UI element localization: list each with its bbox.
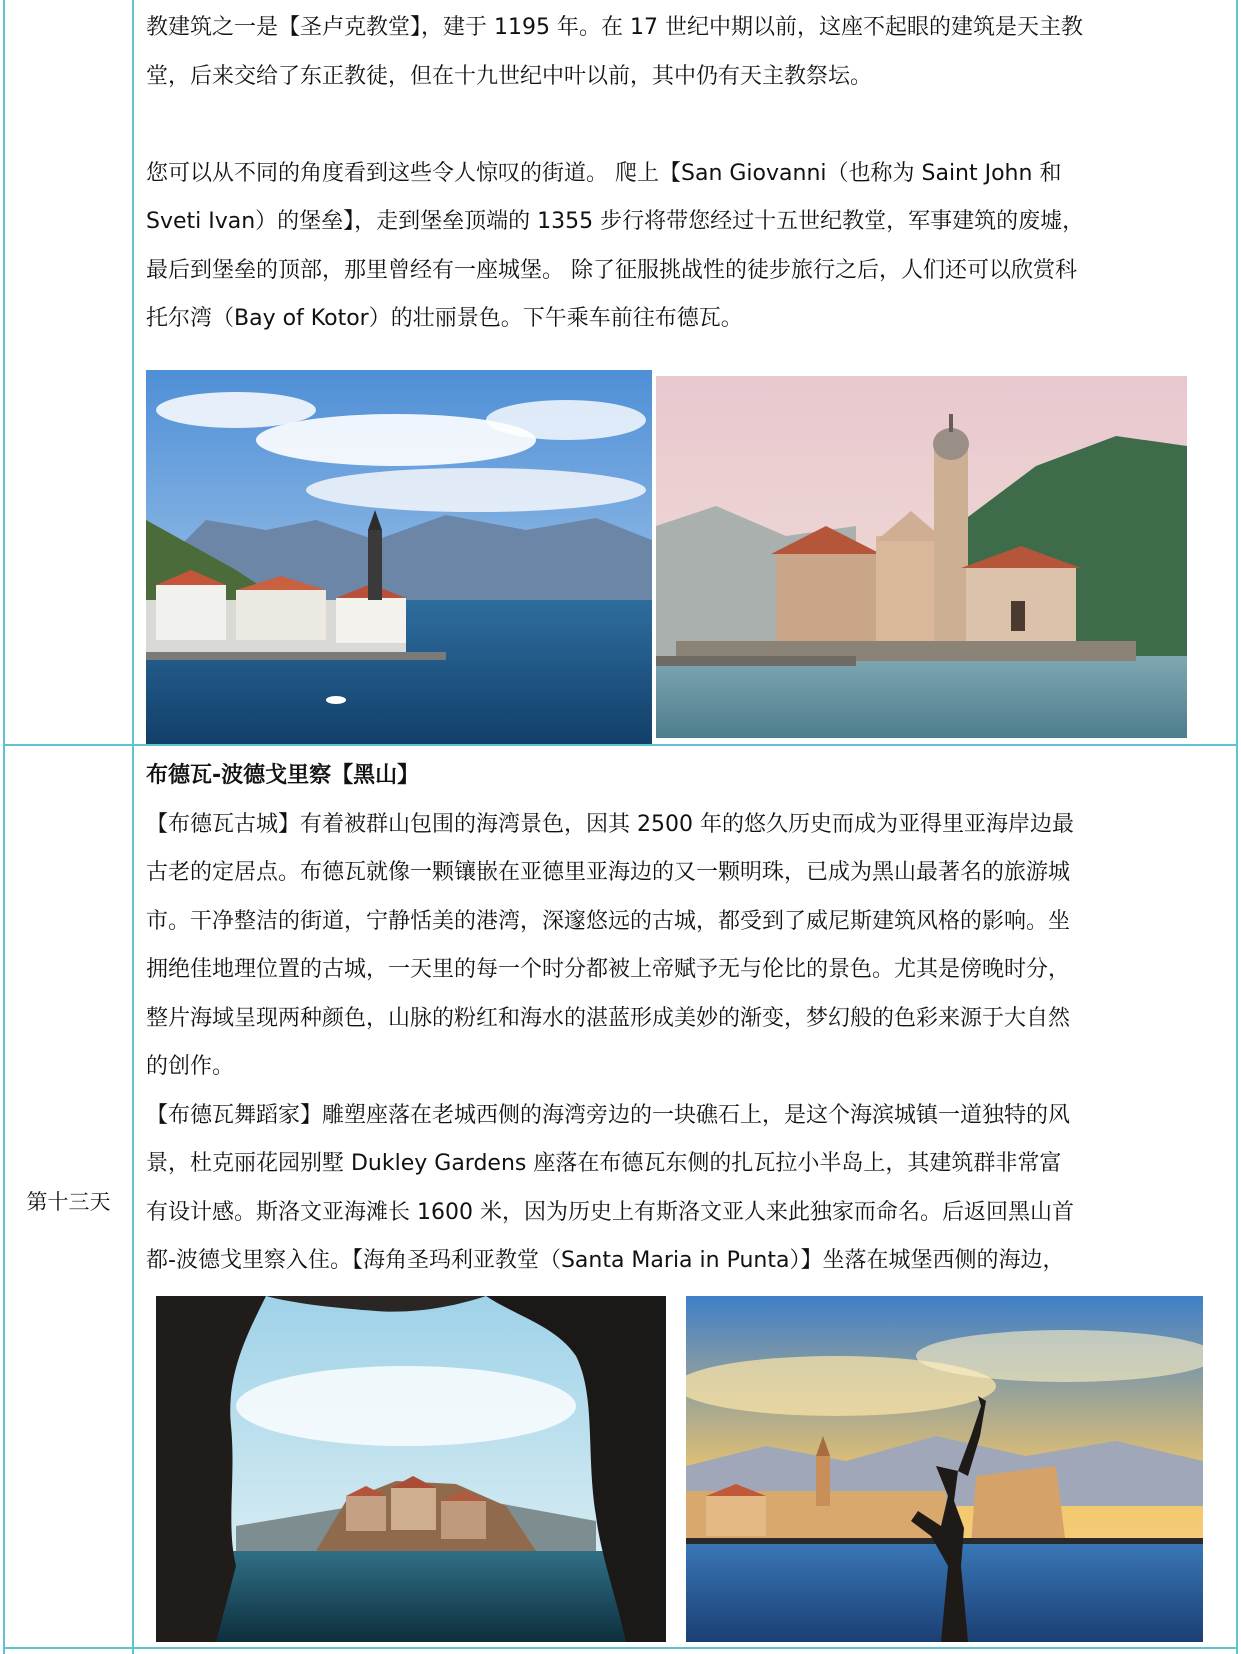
row2-line: 【布德瓦舞蹈家】雕塑座落在老城西侧的海湾旁边的一块礁石上，是这个海滨城镇一道独特的风 xyxy=(146,1102,1071,1128)
row2-line: 景，杜克丽花园别墅 Dukley Gardens 座落在布德瓦东侧的扎瓦拉小半岛上，其建筑群非常富 xyxy=(146,1151,1062,1176)
sveti-stefan-cave-photo xyxy=(156,1296,666,1642)
row2-line: 整片海域呈现两种颜色，山脉的粉红和海水的湛蓝形成美妙的渐变，梦幻般的色彩来源于大自然 xyxy=(146,1005,1071,1031)
row1-line: 教建筑之一是【圣卢克教堂】，建于 1195 年。在 17 世纪中期以前，这座不起眼的建筑是天主教 xyxy=(146,15,1083,40)
table-row-divider xyxy=(3,744,1238,746)
row1-description xyxy=(146,4,1228,344)
row2-line: 都-波德戈里察入住。【海角圣玛利亚教堂（Santa Maria in Punta）】坐落在城堡西侧的海边， xyxy=(146,1248,1065,1273)
table-border-right xyxy=(1236,0,1238,1654)
row2-line: 的创作。 xyxy=(146,1054,235,1079)
day-label: 第十三天 xyxy=(26,1190,111,1214)
row2-line: 有设计感。斯洛文亚海滩长 1600 米，因为历史上有斯洛文亚人来此独家而命名。后返回黑山首 xyxy=(146,1199,1074,1225)
row2-line: 古老的定居点。布德瓦就像一颗镶嵌在亚德里亚海边的又一颗明珠，已成为黑山最著名的旅游城 xyxy=(146,860,1071,885)
table-column-divider xyxy=(132,0,134,1654)
row1-line: 您可以从不同的角度看到这些令人惊叹的街道。 爬上【San Giovanni（也称为 Saint John 和 xyxy=(146,160,1062,186)
island-church-photo xyxy=(656,376,1187,738)
row2-description xyxy=(146,752,1228,1286)
row2-line: 拥绝佳地理位置的古城，一天里的每一个时分都被上帝赋予无与伦比的景色。尤其是傍晚时分， xyxy=(146,957,1071,982)
row2-line: 市。干净整洁的街道，宁静恬美的港湾，深邃悠远的古城，都受到了威尼斯建筑风格的影响。坐 xyxy=(146,908,1071,934)
row1-line: 堂，后来交给了东正教徒，但在十九世纪中叶以前，其中仍有天主教祭坛。 xyxy=(146,63,873,89)
paragraph-gap xyxy=(146,101,1228,150)
perast-bay-photo xyxy=(146,370,652,744)
budva-dancer-photo xyxy=(686,1296,1203,1642)
table-border-left xyxy=(3,0,5,1654)
row1-line: 托尔湾（Bay of Kotor）的壮丽景色。下午乘车前往布德瓦。 xyxy=(146,306,743,331)
row1-line: Sveti Ivan）的堡垒】，走到堡垒顶端的 1355 步行将带您经过十五世纪教堂，军事建筑的废墟， xyxy=(146,209,1085,234)
table-border-bottom xyxy=(3,1647,1238,1649)
row2-line: 【布德瓦古城】有着被群山包围的海湾景色，因其 2500 年的悠久历史而成为亚得里亚海岸边最 xyxy=(146,811,1074,837)
row1-line: 最后到堡垒的顶部，那里曾经有一座城堡。 除了征服挑战性的徒步旅行之后，人们还可以欣赏科 xyxy=(146,257,1077,283)
day-heading: 布德瓦-波德戈里察【黑山】 xyxy=(146,763,420,788)
